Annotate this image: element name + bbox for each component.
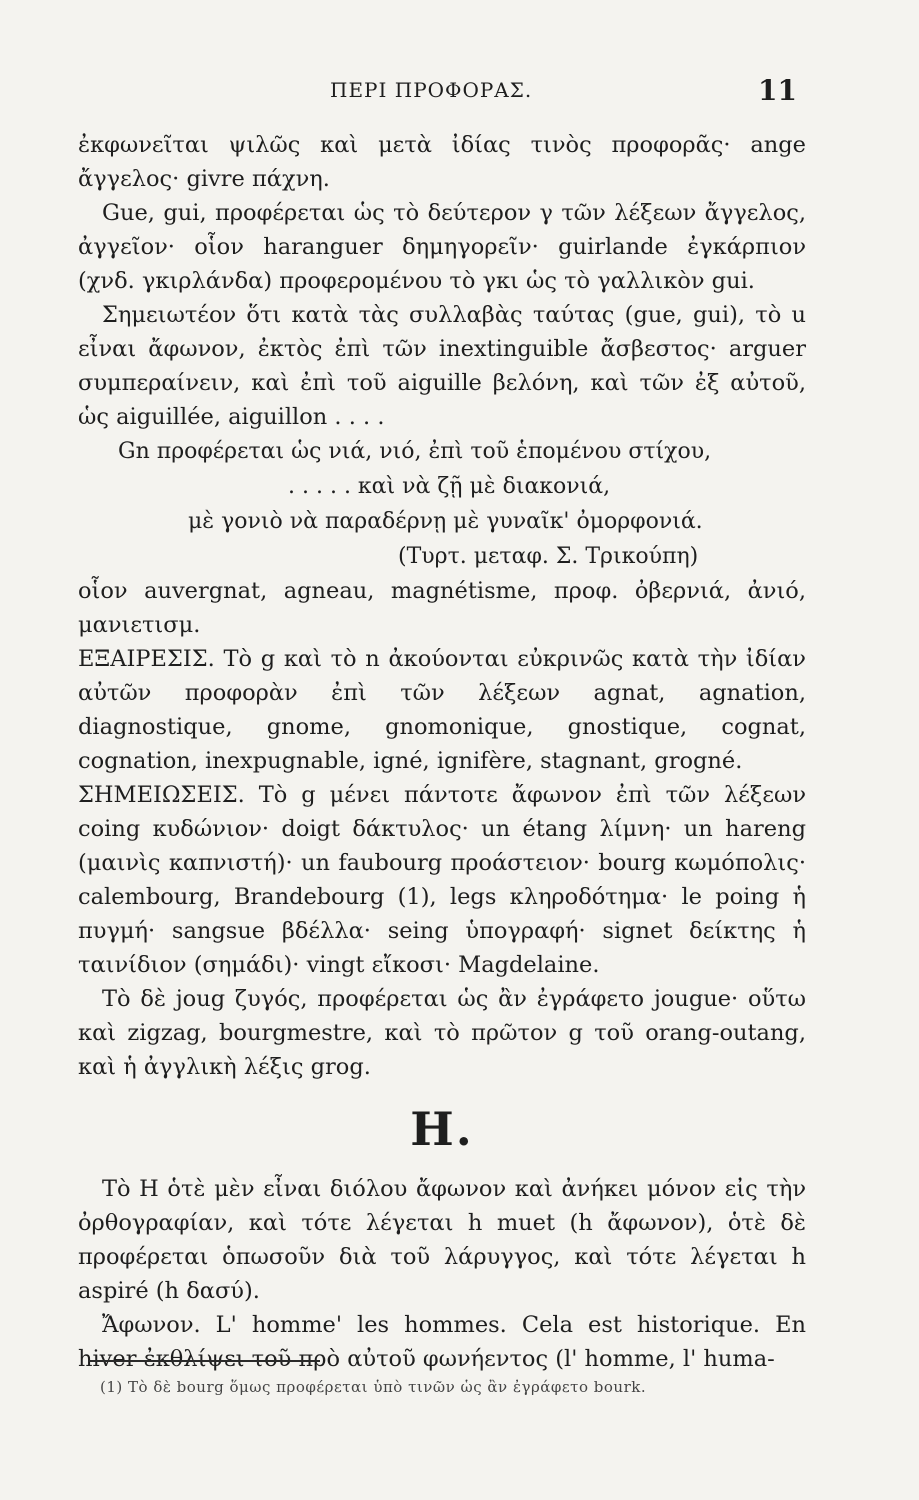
page-number: 11 bbox=[758, 74, 797, 107]
paragraph-7: Τὸ δὲ joug ζυγός, προφέρεται ὡς ἂν ἐγράφετο jougue· οὕτω καὶ zigzag, bourgmestre, καὶ τὸ πρῶτον g τοῦ orang-outang, καὶ ἡ ἀγγλικὴ λέξις grog. bbox=[78, 986, 806, 1080]
running-title: ΠΕΡΙ ΠΡΟΦΟΡΑΣ. bbox=[330, 78, 533, 102]
paragraph-4: οἷον auvergnat, agneau, magnétisme, προφ. ὀβερνιά, ἀνιό, μανιετισμ. bbox=[78, 578, 806, 638]
verse-citation: (Τυρτ. μεταφ. Σ. Τρικούπη) bbox=[398, 544, 699, 569]
page-header bbox=[0, 74, 919, 108]
paragraph-1: ἐκφωνεῖται ψιλῶς καὶ μετὰ ἰδίας τινὸς προφορᾶς· ange ἄγγελος· givre πάχνη. bbox=[78, 132, 806, 192]
verse-line-2: . . . . . καὶ νὰ ζῇ μὲ διακονιά, bbox=[288, 474, 611, 499]
paragraph-3: Σημειωτέον ὅτι κατὰ τὰς συλλαβὰς ταύτας (gue, gui), τὸ u εἶναι ἄφωνον, ἐκτὸς ἐπὶ τῶν inextinguible ἄσβεστος· arguer συμπεραίνειν, καὶ ἐπὶ τοῦ aiguille βελόνη, καὶ τῶν ἐξ αὐτοῦ, ὡς aiguillée, aiguillon . . . . bbox=[78, 302, 806, 430]
footnote-rule bbox=[88, 1360, 320, 1362]
paragraph-2: Gue, gui, προφέρεται ὡς τὸ δεύτερον γ τῶν λέξεων ἄγγελος, ἀγγεῖον· οἷον haranguer δημηγορεῖν· guirlande ἐγκάρπιον (χνδ. γκιρλάνδα) προφερομένου τὸ γκι ὡς τὸ γαλλικὸν gui. bbox=[78, 200, 806, 294]
paragraph-9: Ἄφωνον. L' homme' les hommes. Cela est historique. En hiver ἐκθλίψει τοῦ πρὸ αὐτοῦ φωνήεντος (l' homme, l' huma- bbox=[78, 1312, 806, 1372]
paragraph-8: Τὸ H ὁτὲ μὲν εἶναι διόλου ἄφωνον καὶ ἀνήκει μόνον εἰς τὴν ὀρθογραφίαν, καὶ τότε λέγεται h muet (h ἄφωνον), ὁτὲ δὲ προφέρεται ὁπωσοῦν διὰ τοῦ λάρυγγος, καὶ τότε λέγεται h aspiré (h δασύ). bbox=[78, 1176, 806, 1304]
footnote: (1) Τὸ δὲ bourg ὅμως προφέρεται ὑπὸ τινῶν ὡς ἂν ἐγράφετο bourk. bbox=[100, 1378, 647, 1396]
page-body bbox=[78, 128, 806, 1376]
verse-line-1: Gn προφέρεται ὡς νιά, νιό, ἐπὶ τοῦ ἑπομένου στίχου, bbox=[118, 439, 712, 464]
verse-line-3: μὲ γονιὸ νὰ παραδέρνῃ μὲ γυναῖκ' ὀμορφονιά. bbox=[188, 509, 703, 534]
section-heading: H. bbox=[410, 1102, 474, 1156]
paragraph-notes: ΣΗΜΕΙΩΣΕΙΣ. Τὸ g μένει πάντοτε ἄφωνον ἐπὶ τῶν λέξεων coing κυδώνιον· doigt δάκτυλος· un étang λίμνη· un hareng (μαινὶς καπνιστή)· un faubourg προάστειον· bourg κωμόπολις· calembourg, Brandebourg (1), legs κληροδότημα· le poing ἡ πυγμή· sangsue βδέλλα· seing ὑπογραφή· signet δείκτης ἡ ταινίδιον (σημάδι)· vingt εἴκοσι· Magdelaine. bbox=[78, 782, 806, 978]
paragraph-exception: ΕΞΑΙΡΕΣΙΣ. Τὸ g καὶ τὸ n ἀκούονται εὐκρινῶς κατὰ τὴν ἰδίαν αὐτῶν προφορὰν ἐπὶ τῶν λέξεων agnat, agnation, diagnostique, gnome, gnomonique, gnostique, cognat, cognation, inexpugnable, igné, ignifère, stagnant, grogné. bbox=[78, 646, 806, 774]
